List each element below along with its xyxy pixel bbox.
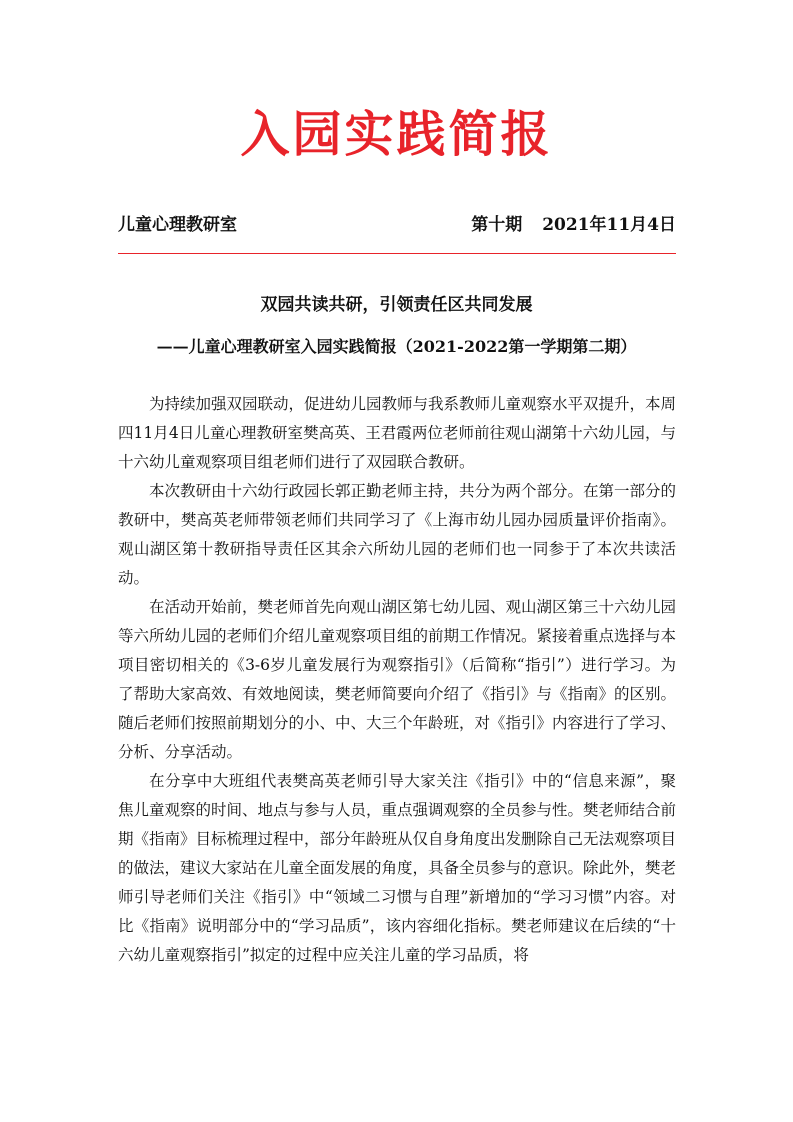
article-title: 双园共读共研，引领责任区共同发展 bbox=[260, 295, 533, 315]
masthead-title: 入园实践简报 bbox=[240, 105, 553, 163]
issue-number: 第十期 bbox=[471, 215, 523, 235]
paragraph-4: 在分享中大班组代表樊高英老师引导大家关注《指引》中的“信息来源”，聚焦儿童观察的时间、地点与参与人员，重点强调观察的全员参与性。樊老师结合前期《指南》目标梳理过程中，部分年龄班从仅自身角度出发删除自己无法观察项目的做法，建议大家站在儿童全面发展的角度，具备全员参与的意识。除此外，樊老师引导老师们关注《指引》中“领域二习惯与自理”新增加的“学习习惯”内容。对比《指南》说明部分中的“学习品质”，该内容细化指标。樊老师建议在后续的“十六幼儿童观察指引”拟定的过程中应关注儿童的学习品质，将 bbox=[118, 772, 677, 964]
paragraph-1: 为持续加强双园联动，促进幼儿园教师与我系教师儿童观察水平双提升，本周四11月4日儿童心理教研室樊高英、王君霞两位老师前往观山湖第十六幼儿园，与十六幼儿童观察项目组老师们进行了双园联合教研。 bbox=[118, 395, 677, 471]
department-name: 儿童心理教研室 bbox=[118, 215, 237, 235]
paragraph-3: 在活动开始前，樊老师首先向观山湖区第七幼儿园、观山湖区第三十六幼儿园等六所幼儿园的老师们介绍儿童观察项目组的前期工作情况。紧接着重点选择与本项目密切相关的《3-6岁儿童发展行为观察指引》（后简称“指引”）进行学习。为了帮助大家高效、有效地阅读，樊老师简要向介绍了《指引》与《指南》的区别。随后老师们按照前期划分的小、中、大三个年龄班，对《指引》内容进行了学习、分析、分享活动。 bbox=[118, 598, 677, 761]
meta-row bbox=[118, 210, 676, 238]
issue-date: 2021年11月4日 bbox=[542, 215, 676, 235]
article-body bbox=[118, 390, 676, 970]
article-subtitle: ——儿童心理教研室入园实践简报（2021-2022第一学期第二期） bbox=[156, 337, 637, 356]
issue-date-group bbox=[471, 210, 676, 235]
paragraph-2: 本次教研由十六幼行政园长郭正勤老师主持，共分为两个部分。在第一部分的教研中，樊高英老师带领老师们共同学习了《上海市幼儿园办园质量评价指南》。观山湖区第十教研指导责任区其余六所幼儿园的老师们也一同参于了本次共读活动。 bbox=[118, 482, 677, 587]
red-divider bbox=[118, 253, 676, 254]
